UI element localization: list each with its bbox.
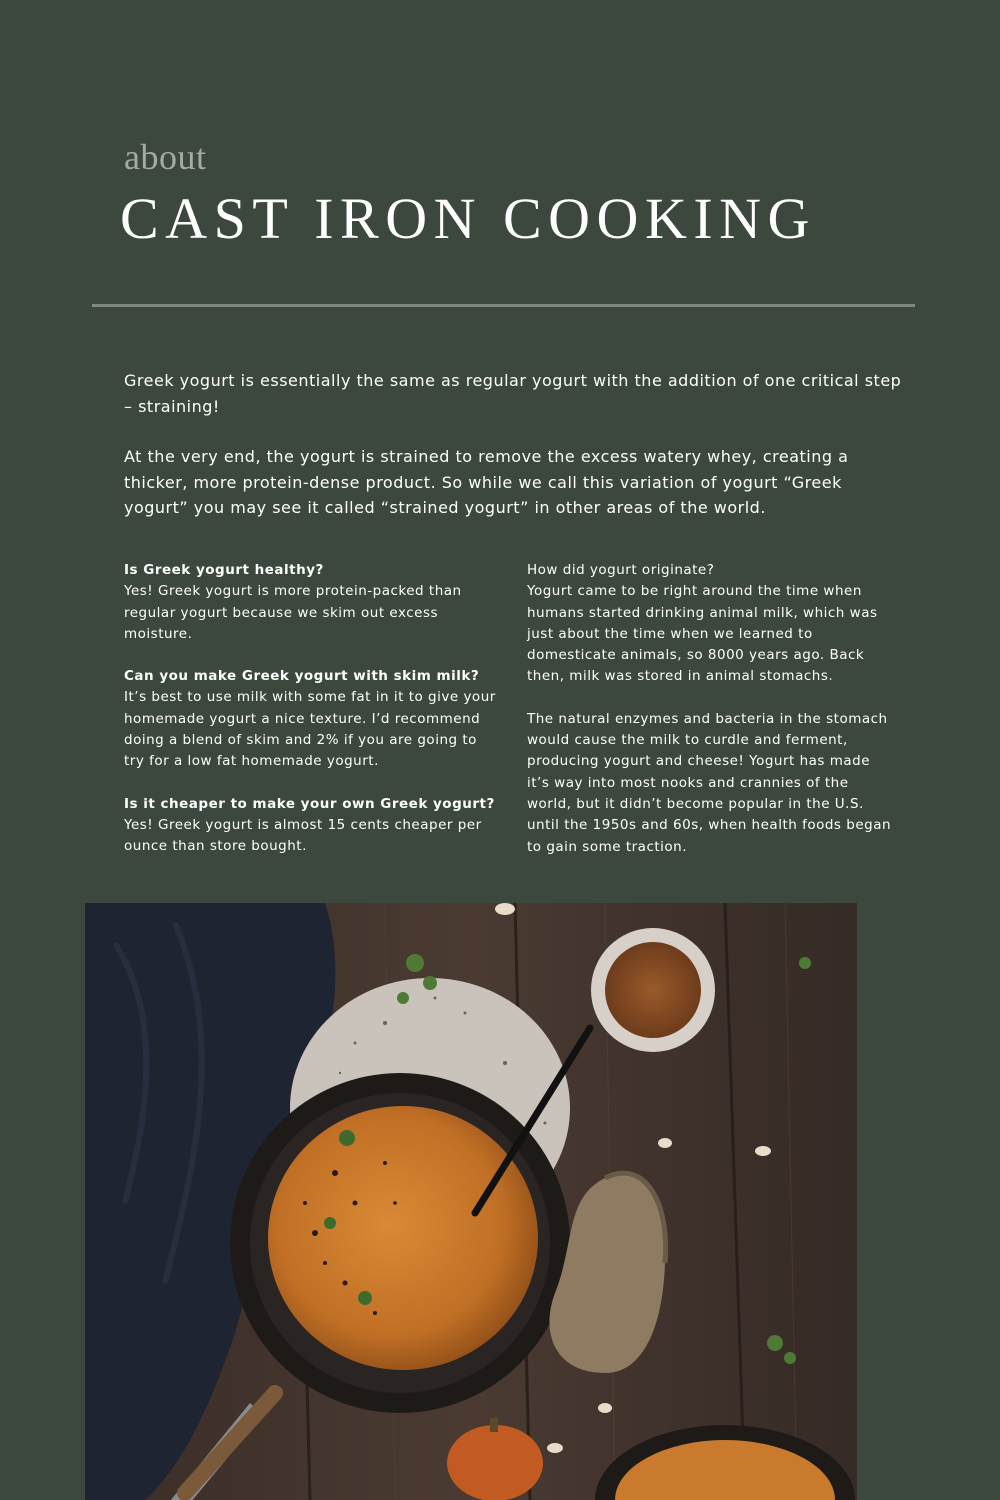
- faq-answer: Yogurt came to be right around the time when humans started drinking animal milk, which was just about the time when we learned to domesticate animals, so 8000 years ago. Back then, milk was stored in animal stomachs.: [527, 583, 878, 685]
- divider: [92, 304, 915, 307]
- faq-question: Is Greek yogurt healthy?: [124, 562, 324, 578]
- history-paragraph: The natural enzymes and bacteria in the stomach would cause the milk to curdle and ferment, producing yogurt and cheese! Yogurt has made it’s way into most nooks and crannies of the world, but it didn’t become popular in the U.S. until the 1950s and 60s, when health foods began to gain some traction.: [527, 710, 892, 855]
- faq-question: Can you make Greek yogurt with skim milk?: [124, 668, 480, 685]
- intro-section: [124, 368, 904, 546]
- intro-paragraph: Greek yogurt is essentially the same as regular yogurt with the addition of one critical step – straining!: [124, 371, 902, 416]
- intro-paragraph: At the very end, the yogurt is strained to remove the excess watery whey, creating a thicker, more protein-dense product. So while we call this variation of yogurt “Greek yogurt” you may see it called “strained yogurt” in other areas of the world.: [124, 447, 849, 517]
- faq-item: [124, 666, 499, 772]
- faq-column-right: [527, 560, 897, 879]
- faq-answer: Yes! Greek yogurt is almost 15 cents cheaper per ounce than store bought.: [124, 816, 482, 855]
- faq-item: [527, 560, 897, 688]
- soup-photo: [85, 903, 857, 1500]
- faq-column-left: [124, 560, 499, 879]
- faq-item: [124, 560, 499, 645]
- faq-answer: It’s best to use milk with some fat in it to give your homemade yogurt a nice texture. I’d recommend doing a blend of skim and 2% if you are going to try for a low fat homemade yogurt.: [124, 689, 496, 770]
- faq-answer: Yes! Greek yogurt is more protein-packed than regular yogurt because we skim out excess moisture.: [124, 583, 462, 642]
- faq-question: Is it cheaper to make your own Greek yogurt?: [124, 795, 495, 812]
- eyebrow-label: about: [124, 137, 207, 177]
- page-title: CAST IRON COOKING: [120, 186, 816, 251]
- faq-question: How did yogurt originate?: [527, 562, 715, 578]
- faq-item: [124, 794, 499, 858]
